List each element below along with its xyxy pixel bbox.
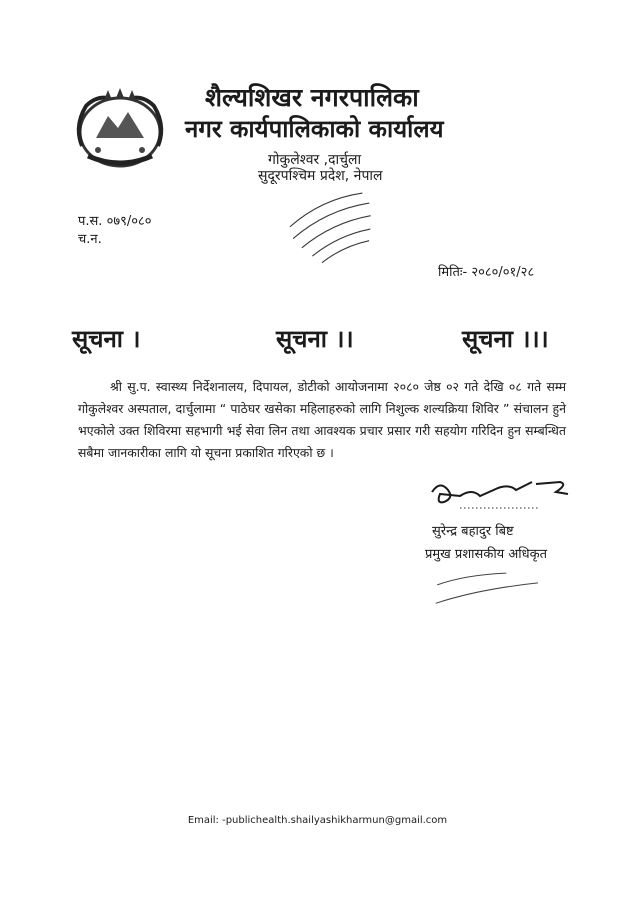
dispatch-number: च.न. bbox=[78, 232, 102, 247]
address-line-2: सुदूरपश्चिम प्रदेश, नेपाल bbox=[258, 168, 383, 184]
office-name: नगर कार्यपालिकाको कार्यालय bbox=[185, 115, 444, 143]
notice-heading-1: सूचना । bbox=[72, 325, 141, 353]
nepal-emblem-logo bbox=[68, 86, 172, 172]
signatory-name: सुरेन्द्र बहादुर बिष्ट bbox=[432, 524, 514, 539]
notice-heading-2: सूचना ।। bbox=[276, 325, 354, 353]
handwritten-signature bbox=[420, 474, 572, 512]
footer-email: Email: -publichealth.shailyashikharmun@gmail.com bbox=[187, 815, 448, 826]
notice-heading-3: सूचना ।।। bbox=[462, 325, 549, 353]
organization-name: शैल्यशिखर नगरपालिका bbox=[205, 83, 419, 112]
letter-date: मितिः- २०८०/०१/२८ bbox=[438, 265, 535, 280]
office-stamp bbox=[275, 188, 395, 270]
reference-number: प.स. ०७९/०८० bbox=[78, 214, 152, 229]
signatory-stamp bbox=[428, 564, 546, 610]
address-line-1: गोकुलेश्वर ,दार्चुला bbox=[268, 152, 362, 168]
signatory-title: प्रमुख प्रशासकीय अधिकृत bbox=[425, 547, 548, 562]
notice-body: श्री सु.प. स्वास्थ्य निर्देशनालय, दिपायल, डोटीको आयोजनामा २०८० जेष्ठ ०२ गते देखि ०८ गते सम्म गोकुलेश्वर अस्पताल, दार्चुलामा “ पाठेघर खसेका महिलाहरुको लागि निशुल्क शल्यक्रिया शिविर ” संचालन हुने भएकोले उक्त शिविरमा सहभागी भई सेवा लिन तथा आवश्यक प्रचार प्रसार गरी सहयोग गरिदिन हुन सम्बन्धित सबैमा जानकारीका लागि यो सूचना प्रकाशित गरिएको छ । bbox=[78, 379, 566, 460]
